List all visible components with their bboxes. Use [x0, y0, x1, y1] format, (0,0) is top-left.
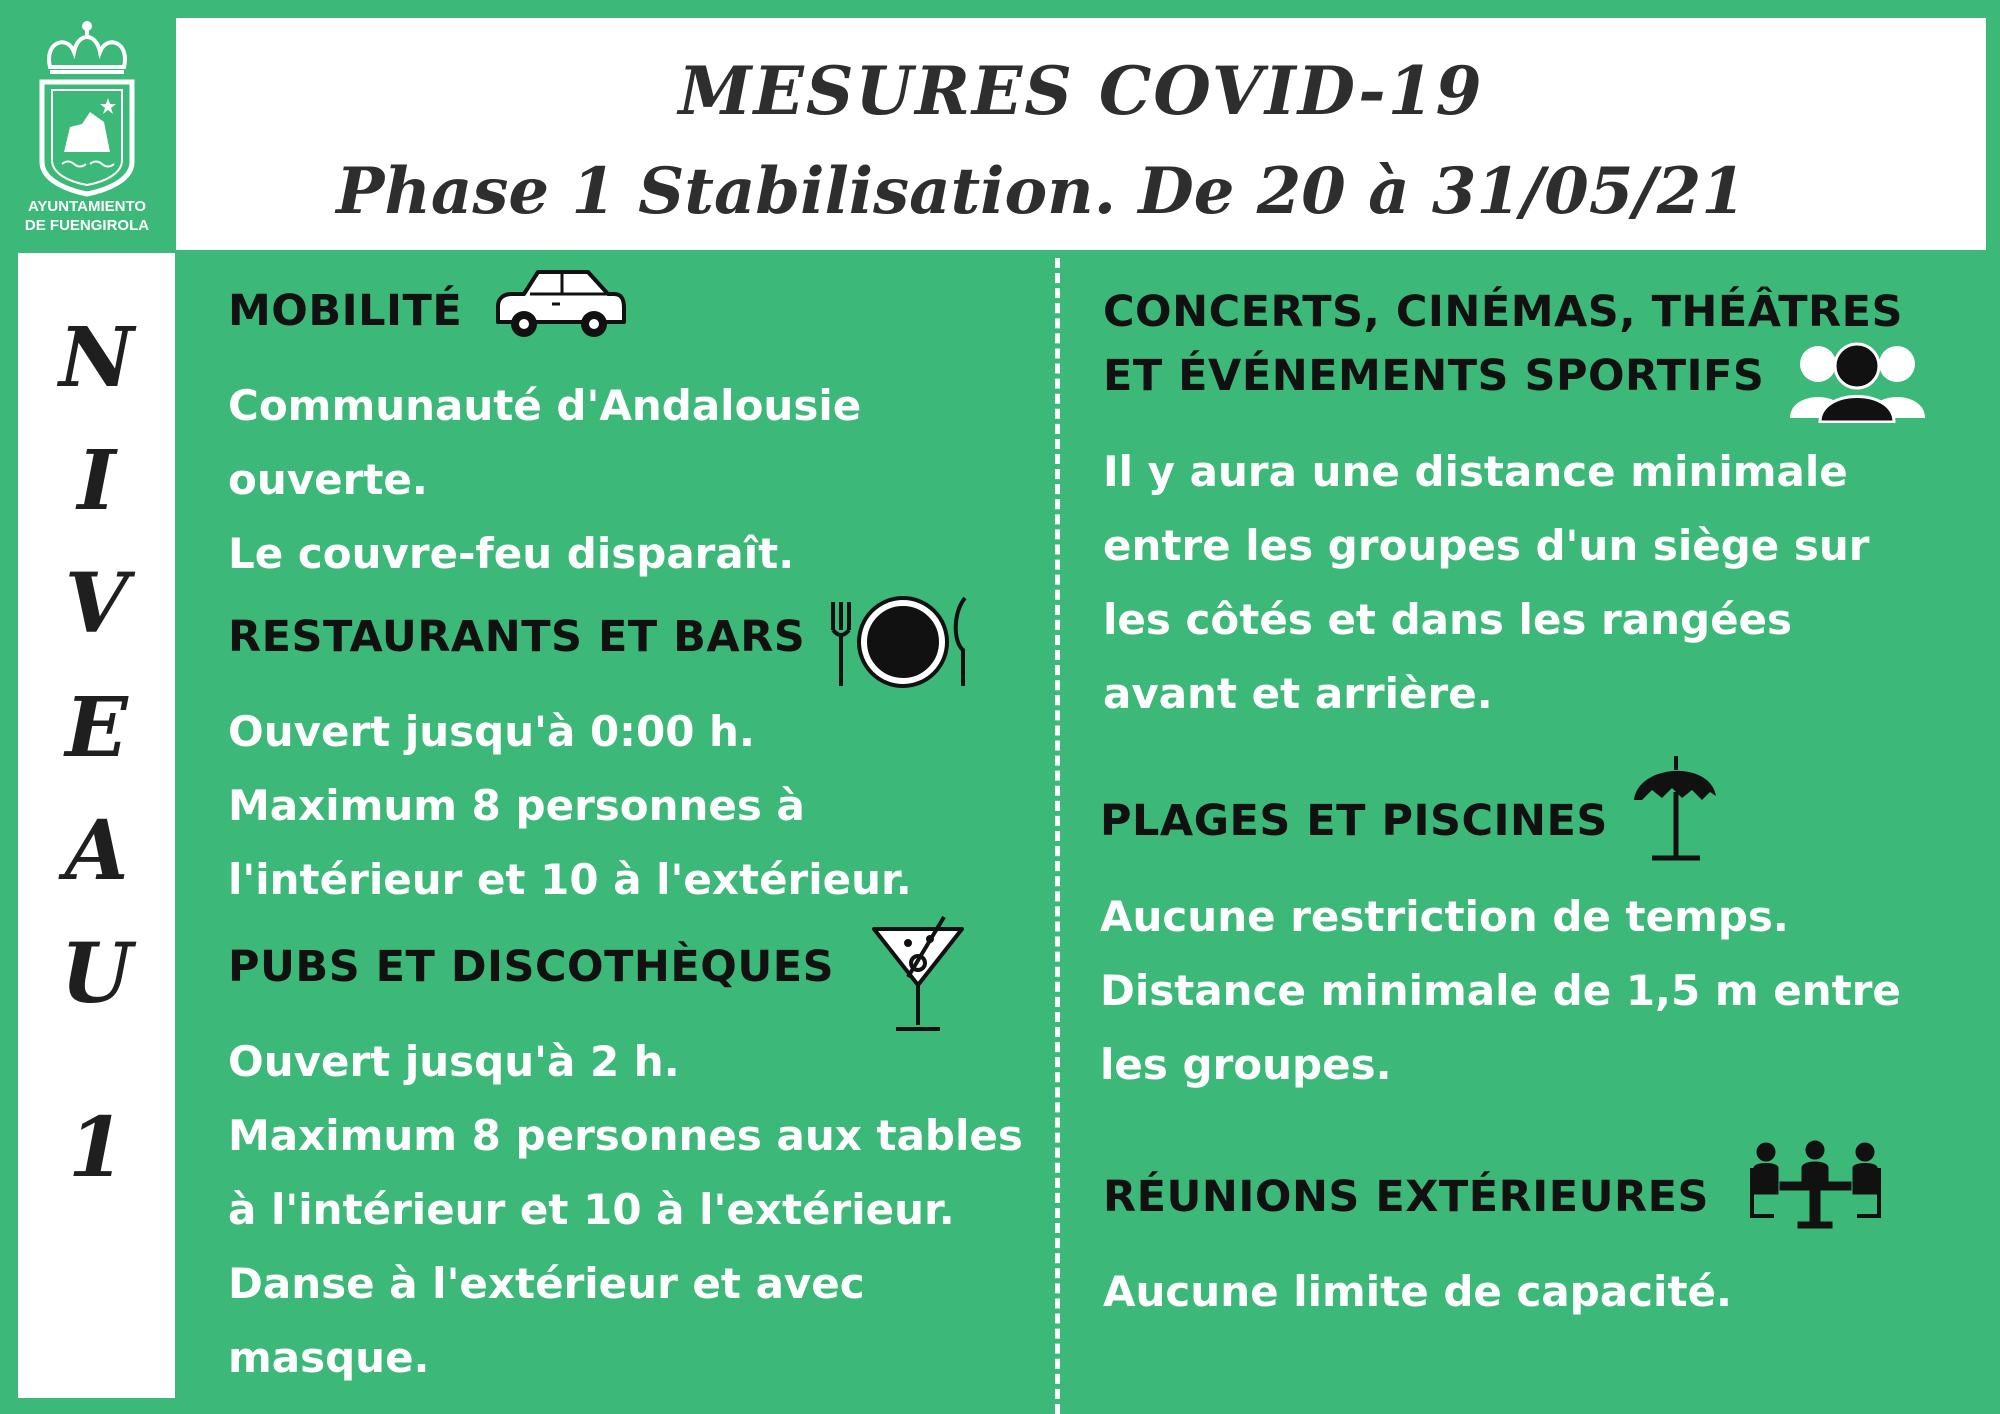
text-line: Ouvert jusqu'à 0:00 h.: [228, 707, 755, 756]
text-line: Le couvre-feu disparaît.: [228, 529, 795, 578]
niveau-letter: V: [64, 556, 129, 652]
page-subtitle: Phase 1 Stabilisation. De 20 à 31/05/21: [336, 154, 1746, 229]
title-banner: [176, 18, 1986, 250]
heading-pubs: PUBS ET DISCOTHÈQUES: [228, 942, 835, 992]
body-concerts: [1103, 435, 1870, 731]
logo-line-1: AYUNTAMIENTO: [27, 198, 147, 215]
cocktail-glass-icon: [868, 915, 968, 1040]
text-line: Danse à l'extérieur et avec: [228, 1259, 865, 1308]
meeting-table-icon: [1748, 1138, 1883, 1233]
text-line: Maximum 8 personnes aux tables: [228, 1111, 1023, 1160]
niveau-letter: N: [59, 310, 134, 406]
column-divider: [1055, 258, 1060, 1414]
text-line: Distance minimale de 1,5 m entre: [1100, 966, 1901, 1015]
body-plages: [1100, 880, 1901, 1102]
niveau-letter: I: [77, 433, 116, 529]
niveau-letter: A: [64, 803, 129, 899]
plate-cutlery-icon: [825, 592, 980, 692]
niveau-letter: U: [60, 926, 133, 1022]
text-line: Aucune restriction de temps.: [1100, 892, 1789, 941]
niveau-letter: 1: [67, 1100, 126, 1196]
text-line: avant et arrière.: [1103, 669, 1493, 718]
text-line: Maximum 8 personnes à: [228, 781, 805, 830]
text-line: entre les groupes d'un siège sur: [1103, 521, 1870, 570]
text-line: ouverte.: [228, 455, 428, 504]
logo-line-2: DE FUENGIROLA: [24, 217, 150, 234]
body-reunions: [1103, 1255, 1732, 1329]
heading-line: CONCERTS, CINÉMAS, THÉÂTRES: [1103, 287, 1903, 337]
text-line: Aucune limite de capacité.: [1103, 1267, 1732, 1316]
niveau-banner: [18, 253, 175, 1398]
text-line: Communauté d'Andalousie: [228, 381, 862, 430]
body-pubs: [228, 1025, 1023, 1395]
body-mobilite: [228, 369, 861, 591]
audience-people-icon: [1790, 338, 1925, 423]
text-line: Ouvert jusqu'à 2 h.: [228, 1037, 680, 1086]
heading-reunions: RÉUNIONS EXTÉRIEURES: [1103, 1172, 1709, 1222]
text-line: l'intérieur et 10 à l'extérieur.: [228, 855, 912, 904]
heading-restaurants: RESTAURANTS ET BARS: [228, 612, 806, 662]
heading-concerts: [1103, 280, 1903, 408]
car-icon: [490, 262, 630, 344]
niveau-letter: E: [65, 680, 128, 776]
heading-plages: PLAGES ET PISCINES: [1100, 796, 1608, 846]
text-line: les groupes.: [1100, 1040, 1392, 1089]
beach-umbrella-icon: [1630, 752, 1720, 864]
text-line: Il y aura une distance minimale: [1103, 447, 1848, 496]
heading-mobilite: MOBILITÉ: [228, 286, 463, 336]
text-line: à l'intérieur et 10 à l'extérieur.: [228, 1185, 955, 1234]
text-line: masque.: [228, 1333, 430, 1382]
page-title: MESURES COVID-19: [678, 52, 1484, 130]
body-restaurants: [228, 695, 912, 917]
text-line: les côtés et dans les rangées: [1103, 595, 1793, 644]
heading-line: ET ÉVÉNEMENTS SPORTIFS: [1103, 351, 1765, 401]
